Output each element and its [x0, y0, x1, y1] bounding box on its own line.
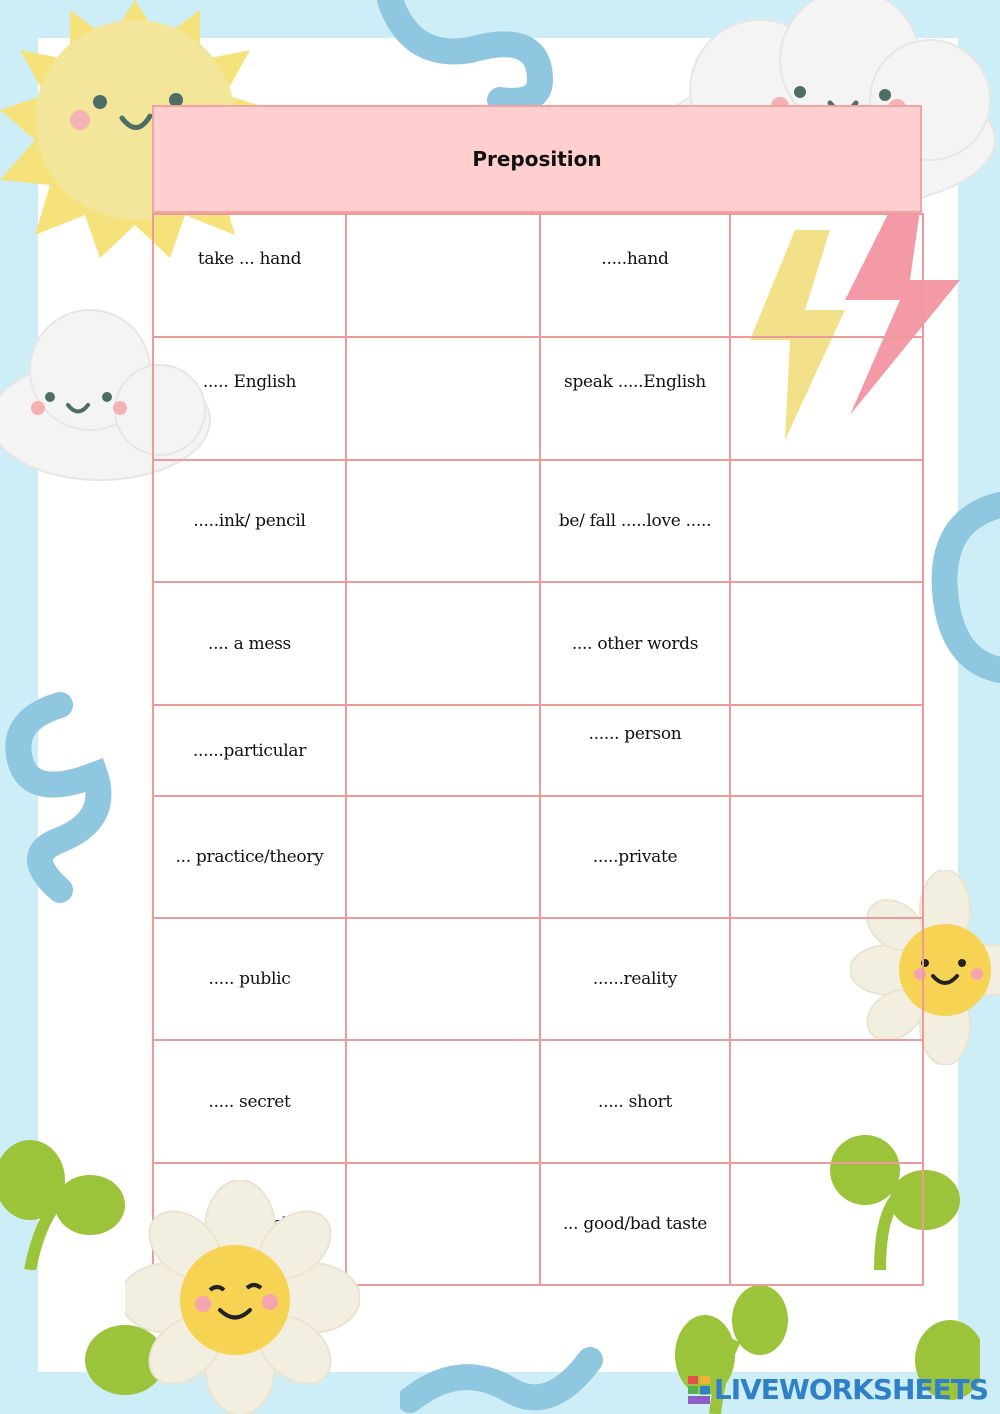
- phrase-cell: ..... secret: [153, 1040, 346, 1163]
- phrase-cell: speak .....English: [540, 337, 730, 460]
- answer-cell[interactable]: [730, 1040, 923, 1163]
- table-row: [153, 796, 923, 918]
- phrase-cell: ..... public: [153, 918, 346, 1040]
- answer-cell[interactable]: [730, 796, 923, 918]
- answer-cell[interactable]: [730, 582, 923, 705]
- logo-text: LIVEWORKSHEETS: [713, 1373, 988, 1406]
- phrase-cell: ......particular: [153, 705, 346, 796]
- daisy-bottom-left-icon: [125, 1180, 360, 1414]
- table-row: [153, 582, 923, 705]
- table-row: [153, 1040, 923, 1163]
- answer-cell[interactable]: [730, 918, 923, 1040]
- table-row: [153, 918, 923, 1040]
- answer-cell[interactable]: [346, 1163, 540, 1285]
- table-row: [153, 337, 923, 460]
- phrase-cell: ... practice/theory: [153, 796, 346, 918]
- answer-cell[interactable]: [730, 337, 923, 460]
- liveworksheets-logo-icon: [688, 1376, 710, 1404]
- phrase-cell: .....hand: [540, 214, 730, 337]
- preposition-table: [152, 213, 924, 1286]
- table-row: [153, 214, 923, 337]
- blue-squiggle-bottom-icon: [400, 1320, 620, 1414]
- phrase-cell: ... good/bad taste: [540, 1163, 730, 1285]
- answer-cell[interactable]: [346, 796, 540, 918]
- answer-cell[interactable]: [346, 918, 540, 1040]
- blue-squiggle-top-icon: [370, 0, 570, 115]
- phrase-cell: take ... hand: [153, 214, 346, 337]
- answer-cell[interactable]: [730, 460, 923, 582]
- phrase-cell: .....ink/ pencil: [153, 460, 346, 582]
- phrase-cell: .... a mess: [153, 582, 346, 705]
- table-row: [153, 460, 923, 582]
- blue-squiggle-left-icon: [0, 690, 130, 920]
- answer-cell[interactable]: [346, 705, 540, 796]
- sprout-left-icon: [0, 1130, 130, 1270]
- answer-cell[interactable]: [730, 214, 923, 337]
- blue-arc-right-icon: [925, 490, 1000, 690]
- phrase-cell: .... other words: [540, 582, 730, 705]
- answer-cell[interactable]: [346, 460, 540, 582]
- phrase-cell: ......reality: [540, 918, 730, 1040]
- table-row: [153, 705, 923, 796]
- answer-cell[interactable]: [346, 214, 540, 337]
- worksheet-title: Preposition: [472, 147, 602, 171]
- answer-cell[interactable]: [346, 1040, 540, 1163]
- answer-cell[interactable]: [730, 1163, 923, 1285]
- phrase-cell: ...... person: [540, 705, 730, 796]
- phrase-cell: ..... short: [540, 1040, 730, 1163]
- phrase-cell: .....private: [540, 796, 730, 918]
- phrase-cell: be/ fall .....love .....: [540, 460, 730, 582]
- answer-cell[interactable]: [730, 705, 923, 796]
- liveworksheets-logo[interactable]: [688, 1373, 988, 1406]
- answer-cell[interactable]: [346, 582, 540, 705]
- title-banner: [152, 105, 922, 213]
- phrase-cell: ..... English: [153, 337, 346, 460]
- answer-cell[interactable]: [346, 337, 540, 460]
